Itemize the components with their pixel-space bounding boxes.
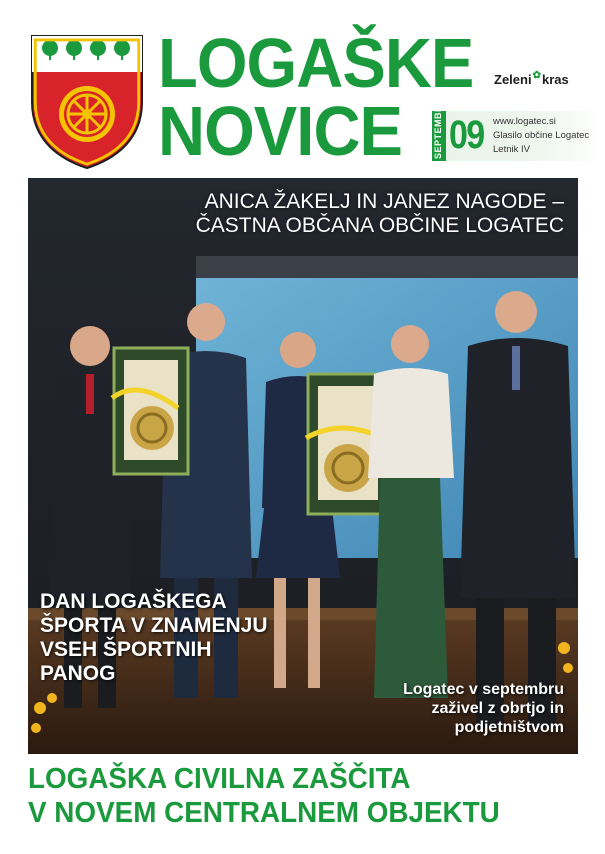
headline-left-line: PANOG (40, 662, 116, 685)
headline-right-line: podjetništvom (454, 719, 564, 736)
issue-details (493, 115, 589, 157)
bottom-headline-line: V NOVEM CENTRALNEM OBJEKTU (28, 797, 500, 829)
month-box (432, 98, 446, 161)
masthead-title-line1: LOGAŠKE (158, 24, 474, 102)
issue-info-bar (432, 98, 605, 161)
issue-number: 09 (449, 113, 484, 157)
issue-month: SEPTEMBER (433, 98, 443, 159)
leaf-icon: ✿ (532, 70, 541, 81)
headline-top-line: ANICA ŽAKELJ IN JANEZ NAGODE – (204, 190, 564, 213)
website-text: www.logatec.si (493, 116, 556, 127)
headline-sport-day (40, 590, 268, 686)
cover-photo (28, 178, 578, 754)
masthead-title-line2: NOVICE (158, 92, 403, 170)
brand-part1: Zeleni (494, 72, 532, 87)
headline-crafts (403, 680, 564, 737)
bottom-headline-line: LOGAŠKA CIVILNA ZAŠČITA (28, 763, 411, 795)
coat-of-arms-icon (28, 32, 146, 172)
headline-top-line: ČASTNA OBČANA OBČINE LOGATEC (195, 214, 564, 237)
publisher-text: Glasilo občine Logatec (493, 130, 590, 141)
headline-left-line: DAN LOGAŠKEGA (40, 590, 227, 613)
headline-left-line: VSEH ŠPORTNIH (40, 638, 212, 661)
headline-right-line: Logatec v septembru (403, 681, 564, 698)
brand-part2: kras (541, 72, 569, 87)
volume-text: Letnik IV (493, 144, 530, 155)
headline-civil-protection (28, 762, 500, 830)
headline-left-line: ŠPORTA V ZNAMENJU (40, 614, 268, 637)
brand-logo (494, 72, 569, 87)
headline-right-line: zaživel z obrtjo in (431, 700, 564, 717)
headline-honorary-citizens (196, 190, 564, 238)
